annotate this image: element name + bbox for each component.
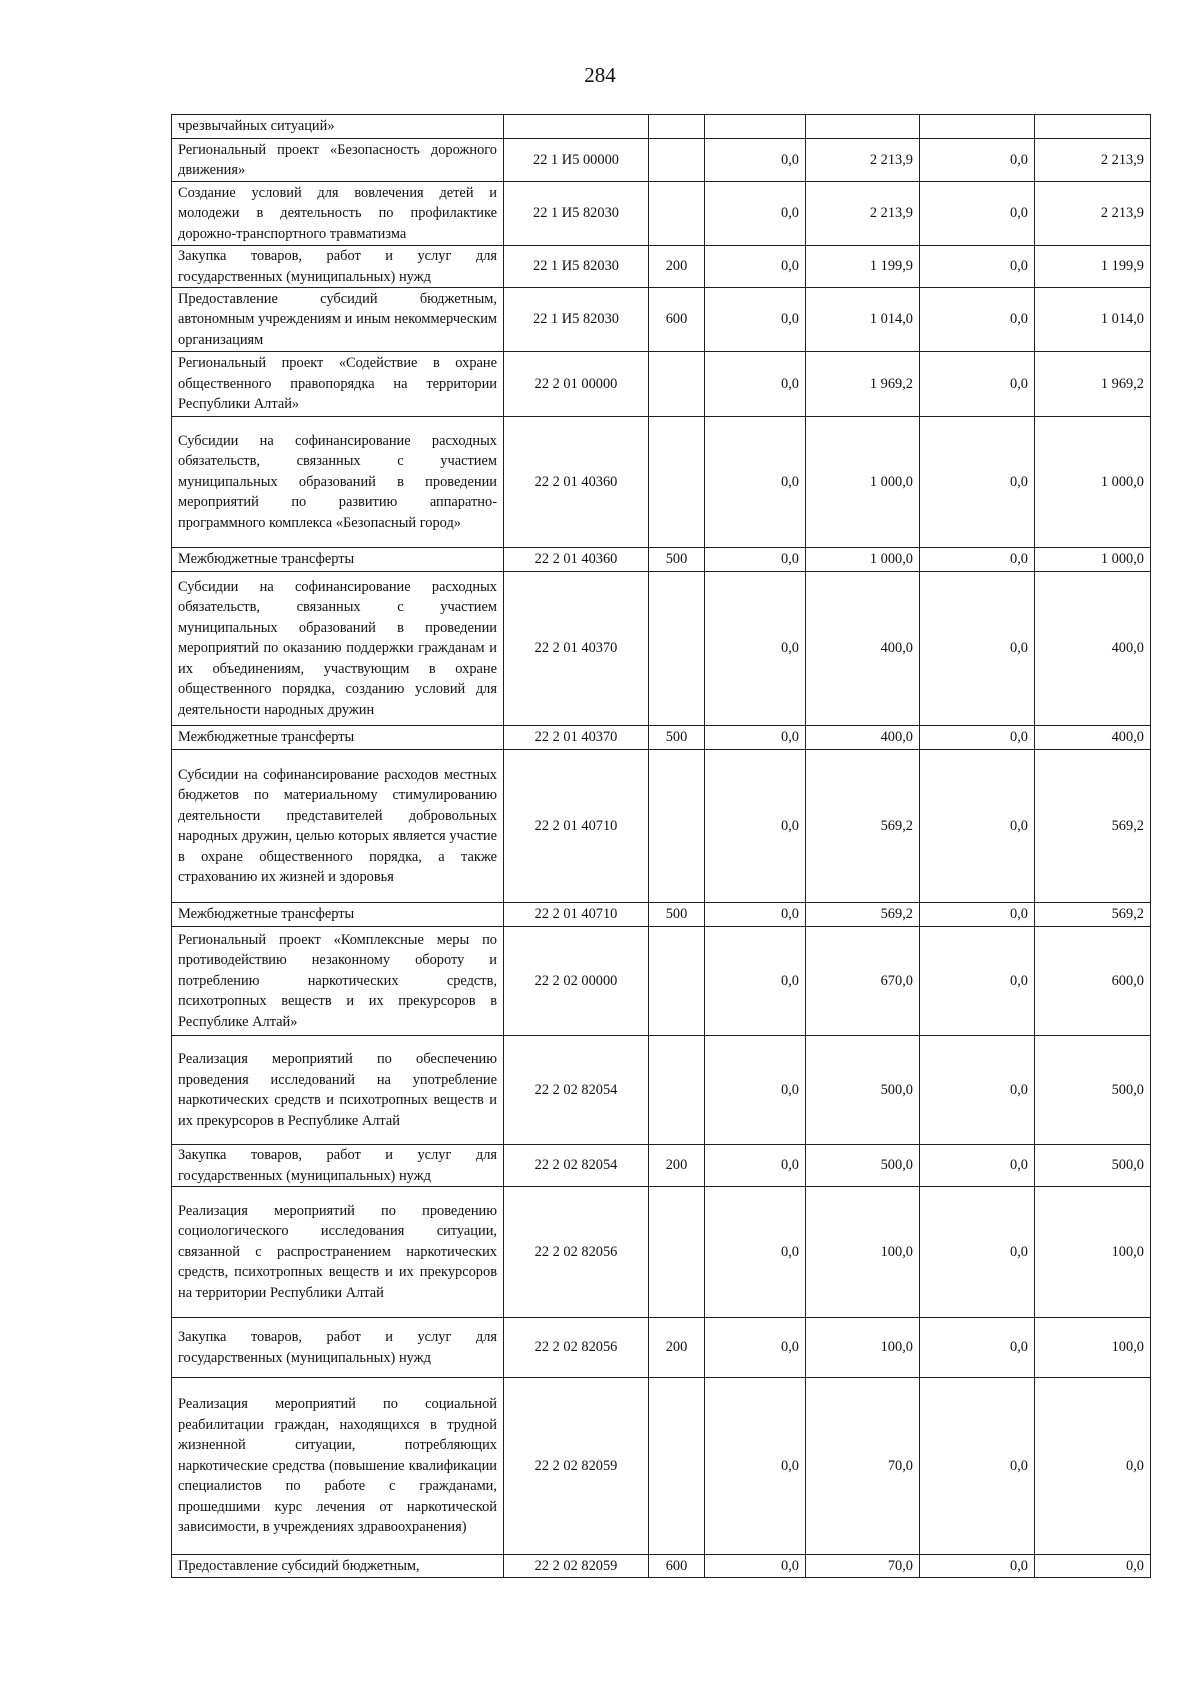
row-expense-type-cell [649,182,705,246]
row-value-2-cell: 2 213,9 [806,182,920,246]
row-value-2-cell: 1 000,0 [806,417,920,548]
row-value-2-cell: 500,0 [806,1036,920,1145]
table-row [172,1378,1151,1555]
row-code-cell: 22 1 И5 82030 [504,182,649,246]
table-row [172,1187,1151,1318]
row-name-cell: Закупка товаров, работ и услуг для государственных (муниципальных) нужд [172,1318,504,1378]
row-value-1-cell: 0,0 [705,1378,806,1555]
row-value-4-cell: 100,0 [1035,1187,1151,1318]
table-row [172,548,1151,572]
row-expense-type-cell [649,1036,705,1145]
row-value-2-cell: 100,0 [806,1318,920,1378]
row-expense-type-cell: 600 [649,1555,705,1578]
row-value-1-cell: 0,0 [705,246,806,288]
row-value-2-cell: 1 000,0 [806,548,920,572]
row-value-1-cell: 0,0 [705,903,806,927]
row-value-1-cell: 0,0 [705,1318,806,1378]
row-value-3-cell: 0,0 [920,1145,1035,1187]
row-value-4-cell: 2 213,9 [1035,182,1151,246]
row-name-cell: Региональный проект «Содействие в охране общественного правопорядка на территории Республики Алтай» [172,352,504,417]
row-value-4-cell: 500,0 [1035,1145,1151,1187]
row-value-3-cell: 0,0 [920,750,1035,903]
row-value-4-cell: 1 000,0 [1035,548,1151,572]
table-row [172,352,1151,417]
row-expense-type-cell [649,1187,705,1318]
row-code-cell: 22 1 И5 00000 [504,139,649,182]
row-value-1-cell: 0,0 [705,1036,806,1145]
row-name-cell: Реализация мероприятий по обеспечению проведения исследований на употребление наркотических средств и психотропных веществ и их прекурсоров в Республике Алтай [172,1036,504,1145]
row-value-4-cell: 1 199,9 [1035,246,1151,288]
row-value-1-cell [705,115,806,139]
row-code-cell [504,115,649,139]
row-code-cell: 22 2 02 82056 [504,1318,649,1378]
table-row [172,1145,1151,1187]
row-value-3-cell: 0,0 [920,726,1035,750]
row-value-1-cell: 0,0 [705,726,806,750]
row-code-cell: 22 2 01 40370 [504,572,649,726]
row-expense-type-cell [649,1378,705,1555]
row-value-3-cell: 0,0 [920,182,1035,246]
table-row [172,1555,1151,1578]
row-value-2-cell: 1 199,9 [806,246,920,288]
row-value-1-cell: 0,0 [705,182,806,246]
row-code-cell: 22 2 02 82059 [504,1378,649,1555]
row-code-cell: 22 2 01 40370 [504,726,649,750]
row-expense-type-cell [649,417,705,548]
row-name-cell: Межбюджетные трансферты [172,903,504,927]
table-row [172,750,1151,903]
row-value-1-cell: 0,0 [705,417,806,548]
row-value-4-cell: 2 213,9 [1035,139,1151,182]
row-value-2-cell: 500,0 [806,1145,920,1187]
row-code-cell: 22 2 01 40360 [504,417,649,548]
row-expense-type-cell: 200 [649,1145,705,1187]
row-name-cell: Региональный проект «Комплексные меры по противодействию незаконному обороту и потреблению наркотических средств, психотропных веществ и их прекурсоров в Республике Алтай» [172,927,504,1036]
row-value-3-cell: 0,0 [920,417,1035,548]
row-name-cell: Предоставление субсидий бюджетным, автономным учреждениям и иным некоммерческим организациям [172,288,504,352]
row-value-2-cell: 2 213,9 [806,139,920,182]
row-value-4-cell: 569,2 [1035,750,1151,903]
row-expense-type-cell [649,139,705,182]
row-expense-type-cell [649,927,705,1036]
table-row [172,139,1151,182]
row-name-cell: Субсидии на софинансирование расходных обязательств, связанных с участием муниципальных образований в проведении мероприятий по развитию аппаратно-программного комплекса «Безопасный город» [172,417,504,548]
row-value-1-cell: 0,0 [705,548,806,572]
row-value-3-cell [920,115,1035,139]
row-name-cell: Реализация мероприятий по социальной реабилитации граждан, находящихся в трудной жизненной ситуации, потребляющих наркотические средства (повышение квалификации специалистов по работе с гражданами, прошедшими курс лечения от наркотической зависимости, в учреждениях здравоохранения) [172,1378,504,1555]
row-value-4-cell [1035,115,1151,139]
row-value-3-cell: 0,0 [920,246,1035,288]
row-expense-type-cell [649,572,705,726]
table-row [172,246,1151,288]
row-value-3-cell: 0,0 [920,352,1035,417]
row-value-3-cell: 0,0 [920,1036,1035,1145]
row-name-cell: Предоставление субсидий бюджетным, [172,1555,504,1578]
row-expense-type-cell [649,750,705,903]
row-code-cell: 22 2 01 00000 [504,352,649,417]
row-value-4-cell: 1 000,0 [1035,417,1151,548]
row-value-2-cell: 670,0 [806,927,920,1036]
row-value-3-cell: 0,0 [920,1187,1035,1318]
row-value-3-cell: 0,0 [920,1555,1035,1578]
budget-table [171,114,1151,1578]
row-value-3-cell: 0,0 [920,139,1035,182]
row-name-cell: Закупка товаров, работ и услуг для государственных (муниципальных) нужд [172,1145,504,1187]
budget-table-body [172,115,1151,1578]
row-code-cell: 22 1 И5 82030 [504,288,649,352]
row-code-cell: 22 2 01 40360 [504,548,649,572]
row-value-4-cell: 500,0 [1035,1036,1151,1145]
row-code-cell: 22 2 01 40710 [504,903,649,927]
row-value-4-cell: 400,0 [1035,726,1151,750]
row-value-2-cell: 70,0 [806,1555,920,1578]
row-code-cell: 22 2 02 82059 [504,1555,649,1578]
table-row [172,417,1151,548]
row-code-cell: 22 1 И5 82030 [504,246,649,288]
row-value-1-cell: 0,0 [705,352,806,417]
row-value-2-cell: 400,0 [806,726,920,750]
row-expense-type-cell: 500 [649,548,705,572]
row-value-4-cell: 0,0 [1035,1555,1151,1578]
row-name-cell: Закупка товаров, работ и услуг для государственных (муниципальных) нужд [172,246,504,288]
table-row [172,1036,1151,1145]
row-code-cell: 22 2 02 82054 [504,1036,649,1145]
row-value-3-cell: 0,0 [920,1318,1035,1378]
table-row [172,726,1151,750]
row-value-2-cell: 569,2 [806,903,920,927]
row-value-3-cell: 0,0 [920,288,1035,352]
row-value-3-cell: 0,0 [920,903,1035,927]
row-value-1-cell: 0,0 [705,288,806,352]
row-expense-type-cell: 600 [649,288,705,352]
row-value-3-cell: 0,0 [920,1378,1035,1555]
row-value-2-cell [806,115,920,139]
row-name-cell: Межбюджетные трансферты [172,548,504,572]
row-value-4-cell: 569,2 [1035,903,1151,927]
row-value-1-cell: 0,0 [705,139,806,182]
row-value-3-cell: 0,0 [920,572,1035,726]
table-row [172,115,1151,139]
row-value-2-cell: 400,0 [806,572,920,726]
row-name-cell: Субсидии на софинансирование расходов местных бюджетов по материальному стимулированию деятельности представителей добровольных народных дружин, целью которых является участие в охране общественного порядка, а также страхованию их жизней и здоровья [172,750,504,903]
row-value-3-cell: 0,0 [920,927,1035,1036]
row-value-4-cell: 1 014,0 [1035,288,1151,352]
table-row [172,903,1151,927]
row-name-cell: чрезвычайных ситуаций» [172,115,504,139]
table-row [172,572,1151,726]
row-value-1-cell: 0,0 [705,1145,806,1187]
row-expense-type-cell: 200 [649,246,705,288]
row-expense-type-cell [649,352,705,417]
row-value-4-cell: 400,0 [1035,572,1151,726]
row-value-2-cell: 569,2 [806,750,920,903]
row-name-cell: Субсидии на софинансирование расходных обязательств, связанных с участием муниципальных образований в проведении мероприятий по оказанию поддержки гражданам и их объединениям, участвующим в охране общественного порядка, созданию условий для деятельности народных дружин [172,572,504,726]
row-name-cell: Создание условий для вовлечения детей и молодежи в деятельность по профилактике дорожно-транспортного травматизма [172,182,504,246]
row-code-cell: 22 2 02 82054 [504,1145,649,1187]
row-value-4-cell: 100,0 [1035,1318,1151,1378]
row-code-cell: 22 2 02 82056 [504,1187,649,1318]
row-expense-type-cell: 200 [649,1318,705,1378]
row-value-1-cell: 0,0 [705,1187,806,1318]
row-value-1-cell: 0,0 [705,750,806,903]
row-value-2-cell: 100,0 [806,1187,920,1318]
row-expense-type-cell [649,115,705,139]
row-name-cell: Межбюджетные трансферты [172,726,504,750]
row-value-4-cell: 600,0 [1035,927,1151,1036]
row-value-1-cell: 0,0 [705,572,806,726]
row-value-4-cell: 1 969,2 [1035,352,1151,417]
row-value-1-cell: 0,0 [705,927,806,1036]
row-code-cell: 22 2 01 40710 [504,750,649,903]
row-value-2-cell: 70,0 [806,1378,920,1555]
table-row [172,927,1151,1036]
row-expense-type-cell: 500 [649,726,705,750]
row-value-2-cell: 1 014,0 [806,288,920,352]
row-value-1-cell: 0,0 [705,1555,806,1578]
row-code-cell: 22 2 02 00000 [504,927,649,1036]
row-value-2-cell: 1 969,2 [806,352,920,417]
row-name-cell: Реализация мероприятий по проведению социологического исследования ситуации, связанной с распространением наркотических средств, психотропных веществ и их прекурсоров на территории Республики Алтай [172,1187,504,1318]
table-row [172,288,1151,352]
row-expense-type-cell: 500 [649,903,705,927]
row-value-4-cell: 0,0 [1035,1378,1151,1555]
table-row [172,1318,1151,1378]
row-name-cell: Региональный проект «Безопасность дорожного движения» [172,139,504,182]
table-row [172,182,1151,246]
page-number: 284 [584,63,616,87]
row-value-3-cell: 0,0 [920,548,1035,572]
